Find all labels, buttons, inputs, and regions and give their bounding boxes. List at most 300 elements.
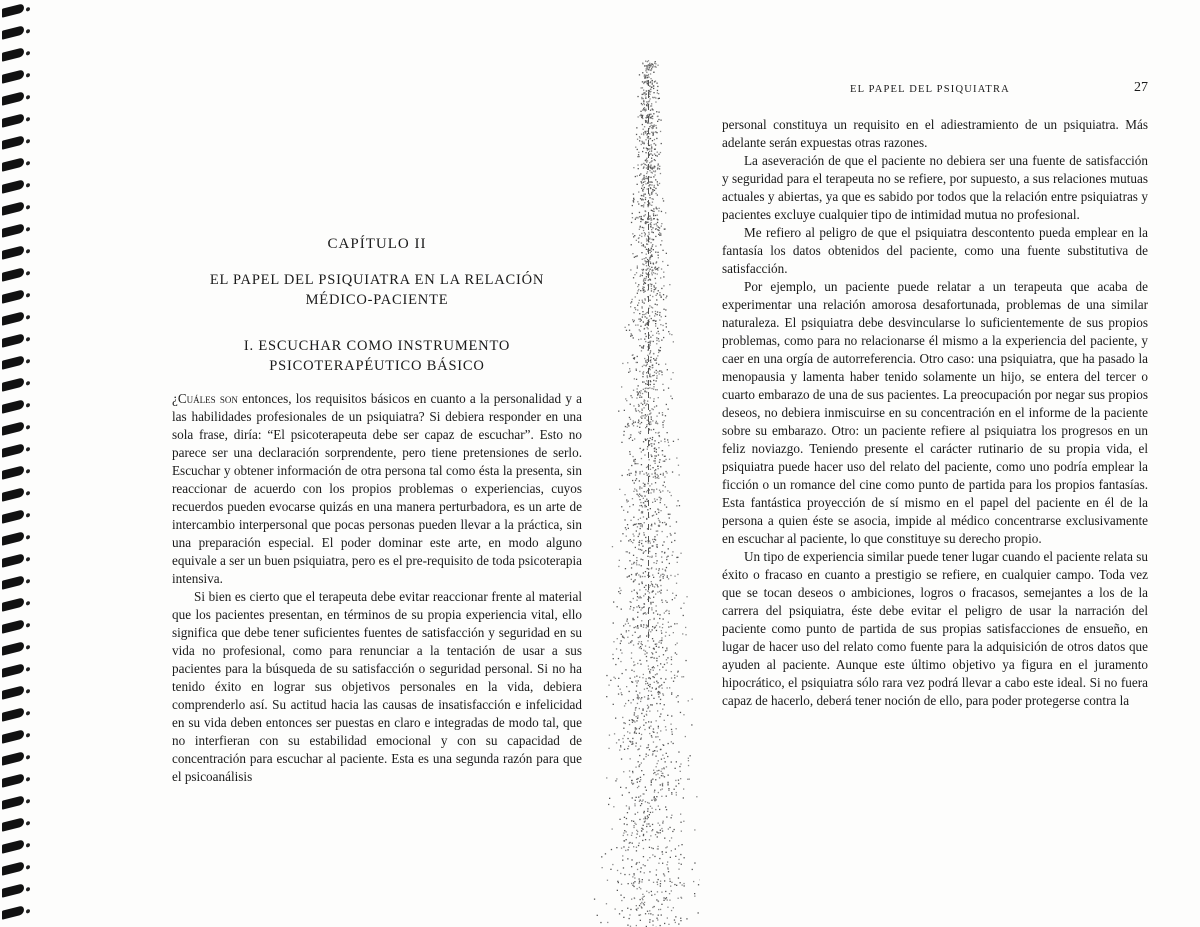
gutter-speck	[659, 647, 660, 648]
gutter-speck	[639, 509, 640, 510]
gutter-speck	[654, 289, 655, 290]
gutter-speck	[648, 823, 649, 824]
gutter-speck	[662, 384, 663, 385]
gutter-speck	[660, 324, 661, 325]
binding-coil	[2, 795, 24, 809]
gutter-speck	[629, 914, 630, 915]
gutter-speck	[653, 249, 654, 250]
gutter-speck	[665, 323, 666, 324]
gutter-speck	[635, 474, 636, 475]
gutter-speck	[612, 864, 613, 865]
gutter-speck	[666, 326, 667, 327]
gutter-speck	[656, 451, 657, 452]
gutter-speck	[663, 299, 664, 300]
gutter-speck	[645, 313, 646, 314]
gutter-speck	[631, 780, 632, 781]
gutter-speck	[646, 238, 647, 239]
gutter-speck	[628, 469, 629, 470]
gutter-speck	[654, 143, 655, 144]
gutter-speck	[644, 74, 645, 75]
gutter-speck	[656, 605, 657, 606]
gutter-speck	[655, 155, 656, 156]
gutter-speck	[665, 297, 666, 298]
gutter-speck	[674, 677, 675, 678]
gutter-speck	[650, 913, 651, 914]
gutter-speck	[633, 200, 634, 201]
gutter-speck	[671, 890, 672, 891]
gutter-speck	[657, 86, 658, 87]
gutter-speck	[671, 495, 672, 496]
binding-coil	[2, 861, 24, 875]
gutter-speck	[678, 863, 679, 864]
gutter-speck	[658, 333, 659, 334]
gutter-speck	[661, 297, 662, 298]
gutter-speck	[672, 398, 673, 399]
gutter-speck	[648, 880, 649, 881]
gutter-speck	[652, 244, 653, 245]
gutter-speck	[632, 319, 633, 320]
gutter-speck	[660, 699, 661, 700]
gutter-speck	[644, 298, 645, 299]
gutter-speck	[648, 69, 649, 70]
gutter-speck	[655, 644, 656, 645]
gutter-speck	[639, 300, 640, 301]
gutter-speck	[645, 247, 646, 248]
gutter-speck	[618, 591, 619, 592]
gutter-speck	[641, 216, 642, 217]
gutter-speck	[651, 737, 652, 738]
gutter-speck	[652, 116, 653, 117]
gutter-speck	[652, 539, 653, 540]
gutter-speck	[641, 181, 642, 182]
gutter-speck	[650, 341, 651, 342]
gutter-speck	[663, 485, 664, 486]
gutter-speck	[650, 657, 651, 658]
gutter-speck	[643, 292, 644, 293]
gutter-speck	[652, 586, 653, 587]
gutter-speck	[642, 316, 643, 317]
gutter-speck	[641, 397, 642, 398]
gutter-speck	[657, 219, 658, 220]
gutter-speck	[639, 801, 640, 802]
gutter-speck	[654, 443, 655, 444]
gutter-speck	[635, 632, 636, 633]
gutter-speck	[639, 471, 640, 472]
gutter-speck	[647, 705, 648, 706]
gutter-speck	[645, 593, 646, 594]
gutter-speck	[644, 491, 645, 492]
gutter-speck	[655, 144, 656, 145]
gutter-speck	[653, 477, 654, 478]
gutter-speck	[640, 523, 641, 524]
gutter-speck	[656, 416, 657, 417]
gutter-speck	[674, 675, 675, 676]
gutter-speck	[620, 649, 621, 650]
gutter-speck	[632, 299, 633, 300]
gutter-speck	[675, 644, 676, 645]
gutter-speck	[636, 574, 637, 575]
gutter-speck	[634, 627, 635, 628]
gutter-speck	[625, 568, 626, 569]
gutter-speck	[662, 412, 663, 413]
gutter-speck	[642, 381, 643, 382]
gutter-speck	[640, 609, 641, 610]
gutter-speck	[653, 515, 654, 516]
gutter-speck	[671, 379, 672, 380]
binding-coil	[2, 553, 24, 567]
gutter-speck	[627, 424, 628, 425]
gutter-speck	[640, 635, 641, 636]
gutter-speck	[629, 918, 630, 919]
gutter-speck	[638, 549, 639, 550]
gutter-speck	[653, 239, 654, 240]
gutter-speck	[645, 98, 646, 99]
gutter-speck	[649, 733, 650, 734]
gutter-speck	[619, 819, 620, 820]
gutter-speck	[655, 756, 656, 757]
binding-coil	[2, 685, 24, 699]
gutter-speck	[653, 88, 654, 89]
gutter-speck	[634, 823, 635, 824]
gutter-speck	[662, 198, 663, 199]
gutter-speck	[640, 871, 641, 872]
gutter-speck	[671, 741, 672, 742]
gutter-speck	[653, 460, 654, 461]
gutter-speck	[644, 402, 645, 403]
gutter-speck	[647, 683, 648, 684]
gutter-speck	[639, 542, 640, 543]
gutter-speck	[638, 319, 639, 320]
gutter-speck	[642, 311, 643, 312]
gutter-speck	[635, 579, 636, 580]
gutter-speck	[640, 525, 641, 526]
gutter-speck	[631, 835, 632, 836]
gutter-speck	[645, 122, 646, 123]
gutter-speck	[641, 252, 642, 253]
gutter-speck	[651, 445, 652, 446]
binding-coil	[2, 91, 24, 105]
gutter-speck	[630, 678, 631, 679]
gutter-speck	[645, 427, 646, 428]
gutter-speck	[681, 676, 682, 677]
gutter-speck	[646, 472, 647, 473]
gutter-speck	[641, 626, 642, 627]
gutter-speck	[651, 307, 652, 308]
gutter-speck	[647, 818, 648, 819]
gutter-speck	[638, 845, 639, 846]
gutter-speck	[654, 406, 655, 407]
gutter-speck	[633, 720, 634, 721]
gutter-speck	[638, 523, 639, 524]
gutter-speck	[621, 884, 622, 885]
binding-coil	[2, 179, 24, 193]
gutter-speck	[640, 888, 641, 889]
gutter-speck	[641, 347, 642, 348]
gutter-speck	[650, 73, 651, 74]
gutter-speck	[654, 360, 655, 361]
gutter-speck	[628, 501, 629, 502]
gutter-speck	[635, 309, 636, 310]
gutter-speck	[640, 576, 641, 577]
gutter-speck	[656, 363, 657, 364]
gutter-speck	[677, 643, 678, 644]
gutter-speck	[650, 812, 651, 813]
gutter-speck	[644, 391, 645, 392]
gutter-speck	[658, 915, 659, 916]
gutter-speck	[640, 597, 641, 598]
gutter-speck	[641, 488, 642, 489]
gutter-speck	[644, 716, 645, 717]
gutter-speck	[666, 567, 667, 568]
gutter-speck	[657, 273, 658, 274]
gutter-speck	[641, 195, 642, 196]
gutter-speck	[627, 834, 628, 835]
gutter-speck	[654, 187, 655, 188]
gutter-speck	[678, 701, 679, 702]
gutter-speck	[642, 81, 643, 82]
gutter-speck	[632, 213, 633, 214]
gutter-speck	[639, 505, 640, 506]
gutter-speck	[637, 812, 638, 813]
gutter-speck	[656, 295, 657, 296]
gutter-speck	[670, 396, 671, 397]
gutter-speck	[649, 429, 650, 430]
gutter-speck	[648, 74, 649, 75]
gutter-speck	[646, 790, 647, 791]
gutter-speck	[678, 898, 679, 899]
gutter-speck	[656, 643, 657, 644]
gutter-speck	[652, 182, 653, 183]
gutter-speck	[649, 216, 650, 217]
gutter-speck	[653, 489, 654, 490]
gutter-speck	[636, 362, 637, 363]
gutter-speck	[645, 152, 646, 153]
gutter-speck	[644, 696, 645, 697]
right-paragraph-0: personal constituya un requisito en el adiestramiento de un psiquiatra. Más adelante serán expuestas otras razones.	[722, 117, 1148, 150]
gutter-speck	[653, 401, 654, 402]
gutter-speck	[649, 686, 650, 687]
gutter-speck	[633, 827, 634, 828]
gutter-speck	[666, 816, 667, 817]
gutter-speck	[634, 664, 635, 665]
gutter-speck	[632, 771, 633, 772]
gutter-speck	[659, 208, 660, 209]
gutter-speck	[639, 499, 640, 500]
gutter-speck	[656, 673, 657, 674]
gutter-speck	[659, 497, 660, 498]
gutter-speck	[652, 296, 653, 297]
gutter-speck	[645, 612, 646, 613]
gutter-speck	[665, 212, 666, 213]
gutter-speck	[644, 314, 645, 315]
gutter-speck	[621, 694, 622, 695]
gutter-speck	[651, 132, 652, 133]
gutter-speck	[636, 379, 637, 380]
gutter-speck	[634, 320, 635, 321]
gutter-speck	[680, 814, 681, 815]
gutter-speck	[667, 783, 668, 784]
gutter-speck	[654, 166, 655, 167]
gutter-speck	[656, 207, 657, 208]
binding-coil	[2, 619, 24, 633]
gutter-speck	[692, 869, 693, 870]
gutter-speck	[661, 340, 662, 341]
gutter-speck	[638, 154, 639, 155]
gutter-speck	[639, 607, 640, 608]
gutter-speck	[633, 312, 634, 313]
binding-coil	[2, 729, 24, 743]
gutter-speck	[661, 268, 662, 269]
gutter-speck	[627, 637, 628, 638]
gutter-speck	[650, 123, 651, 124]
gutter-speck	[645, 223, 646, 224]
gutter-speck	[633, 194, 634, 195]
binding-coil	[2, 3, 24, 17]
gutter-speck	[651, 891, 652, 892]
gutter-speck	[627, 501, 628, 502]
gutter-speck	[652, 914, 653, 915]
gutter-speck	[678, 780, 679, 781]
gutter-speck	[658, 909, 659, 910]
gutter-speck	[644, 278, 645, 279]
gutter-speck	[638, 420, 639, 421]
gutter-speck	[640, 390, 641, 391]
gutter-speck	[638, 237, 639, 238]
gutter-speck	[639, 115, 640, 116]
gutter-speck	[629, 741, 630, 742]
gutter-speck	[652, 108, 653, 109]
gutter-speck	[652, 227, 653, 228]
chapter-title-line-2: MÉDICO-PACIENTE	[305, 292, 449, 308]
gutter-speck	[664, 441, 665, 442]
gutter-speck	[653, 132, 654, 133]
binding-coil	[2, 399, 24, 413]
gutter-speck	[656, 514, 657, 515]
gutter-speck	[639, 660, 640, 661]
gutter-speck	[678, 751, 679, 752]
gutter-speck	[651, 219, 652, 220]
chapter-title-line-1: EL PAPEL DEL PSIQUIATRA EN LA RELACIÓN	[209, 272, 545, 288]
gutter-speck	[639, 397, 640, 398]
gutter-speck	[616, 847, 617, 848]
gutter-speck	[661, 771, 662, 772]
gutter-speck	[656, 799, 657, 800]
gutter-speck	[645, 299, 646, 300]
binding-coil	[2, 289, 24, 303]
gutter-speck	[659, 294, 660, 295]
gutter-speck	[656, 874, 657, 875]
gutter-speck	[645, 589, 646, 590]
gutter-speck	[638, 284, 639, 285]
gutter-speck	[639, 227, 640, 228]
gutter-speck	[657, 474, 658, 475]
gutter-speck	[662, 709, 663, 710]
gutter-speck	[631, 670, 632, 671]
gutter-speck	[645, 585, 646, 586]
gutter-speck	[644, 177, 645, 178]
gutter-speck	[652, 667, 653, 668]
gutter-speck	[650, 89, 651, 90]
gutter-speck	[633, 199, 634, 200]
gutter-speck	[656, 111, 657, 112]
gutter-speck	[666, 610, 667, 611]
gutter-speck	[635, 547, 636, 548]
gutter-speck	[650, 91, 651, 92]
gutter-speck	[678, 923, 679, 924]
gutter-speck	[633, 525, 634, 526]
gutter-speck	[650, 542, 651, 543]
gutter-speck	[629, 475, 630, 476]
gutter-speck	[653, 848, 654, 849]
gutter-speck	[644, 587, 645, 588]
gutter-speck	[639, 692, 640, 693]
gutter-speck	[645, 323, 646, 324]
gutter-speck	[631, 652, 632, 653]
gutter-speck	[633, 422, 634, 423]
gutter-speck	[643, 163, 644, 164]
gutter-speck	[627, 511, 628, 512]
gutter-speck	[644, 904, 645, 905]
binding-coil	[2, 135, 24, 149]
gutter-speck	[658, 257, 659, 258]
gutter-speck	[659, 315, 660, 316]
gutter-speck	[652, 97, 653, 98]
gutter-speck	[653, 698, 654, 699]
gutter-speck	[668, 442, 669, 443]
gutter-speck	[637, 309, 638, 310]
gutter-speck	[650, 492, 651, 493]
gutter-speck	[642, 393, 643, 394]
gutter-speck	[655, 779, 656, 780]
gutter-speck	[655, 193, 656, 194]
gutter-speck	[662, 454, 663, 455]
gutter-speck	[659, 98, 660, 99]
gutter-speck	[637, 156, 638, 157]
gutter-speck	[649, 170, 650, 171]
gutter-speck	[651, 416, 652, 417]
gutter-speck	[654, 856, 655, 857]
gutter-speck	[640, 173, 641, 174]
gutter-speck	[655, 463, 656, 464]
gutter-speck	[672, 831, 673, 832]
gutter-speck	[655, 287, 656, 288]
gutter-speck	[644, 606, 645, 607]
gutter-speck	[641, 828, 642, 829]
gutter-speck	[661, 768, 662, 769]
gutter-speck	[637, 286, 638, 287]
gutter-speck	[673, 441, 674, 442]
gutter-speck	[627, 738, 628, 739]
gutter-speck	[641, 144, 642, 145]
gutter-speck	[634, 461, 635, 462]
gutter-speck	[652, 172, 653, 173]
gutter-speck	[653, 386, 654, 387]
gutter-speck	[643, 321, 644, 322]
binding-coil	[2, 69, 24, 83]
gutter-speck	[635, 422, 636, 423]
gutter-speck	[661, 892, 662, 893]
gutter-speck	[655, 215, 656, 216]
gutter-speck	[658, 832, 659, 833]
gutter-speck	[637, 426, 638, 427]
gutter-speck	[658, 475, 659, 476]
gutter-speck	[656, 449, 657, 450]
gutter-speck	[643, 725, 644, 726]
gutter-speck	[624, 823, 625, 824]
gutter-speck	[650, 362, 651, 363]
gutter-speck	[655, 273, 656, 274]
gutter-speck	[641, 762, 642, 763]
